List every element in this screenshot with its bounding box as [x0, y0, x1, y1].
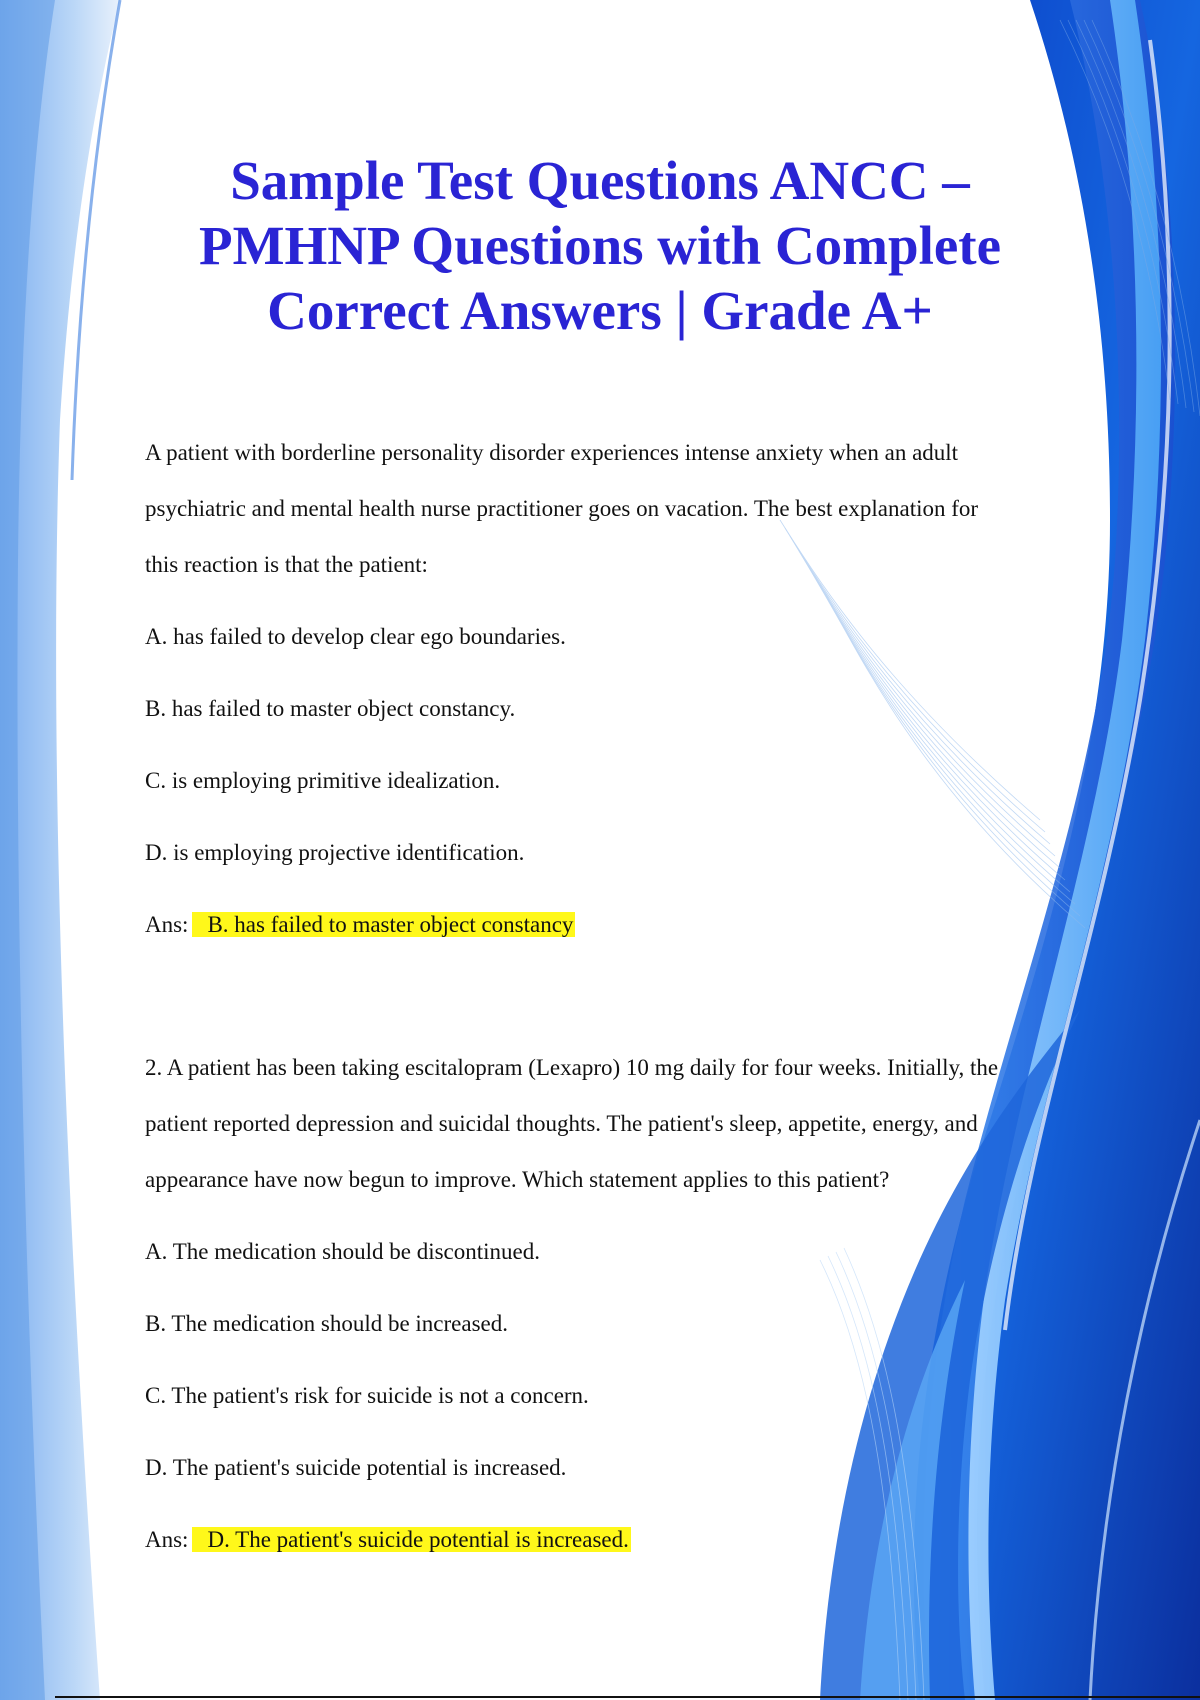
question-1-stem-line-2: psychiatric and mental health nurse practitioner goes on vacation. The best explanation for [145, 496, 979, 521]
question-2-option-d: D. The patient's suicide potential is increased. [145, 1455, 567, 1480]
question-2-stem-line-1: 2. A patient has been taking escitalopram (Lexapro) 10 mg daily for four weeks. Initially, the [145, 1055, 999, 1080]
question-1-answer [145, 912, 575, 938]
question-1-stem-line-1: A patient with borderline personality disorder experiences intense anxiety when an adult [145, 440, 959, 465]
question-1-option-c: C. is employing primitive idealization. [145, 768, 501, 793]
question-1-answer-label: Ans: [145, 912, 189, 937]
question-2-stem-line-3: appearance have now begun to improve. Which statement applies to this patient? [145, 1167, 890, 1192]
question-1-option-d: D. is employing projective identification. [145, 840, 525, 865]
question-2-answer [145, 1527, 631, 1553]
question-2-stem-line-2: patient reported depression and suicidal thoughts. The patient's sleep, appetite, energy, and [145, 1111, 978, 1136]
document-title: Sample Test Questions ANCC – PMHNP Questions with Complete Correct Answers | Grade A+ [198, 150, 1002, 341]
question-1-answer-highlight: B. has failed to master object constancy [192, 912, 575, 937]
page-bottom-rule [55, 1696, 1200, 1698]
question-2-option-a: A. The medication should be discontinued. [145, 1239, 540, 1264]
question-2-option-c: C. The patient's risk for suicide is not a concern. [145, 1383, 589, 1408]
question-1-option-b: B. has failed to master object constancy. [145, 696, 516, 721]
question-1-stem-line-3: this reaction is that the patient: [145, 552, 428, 577]
question-2-option-b: B. The medication should be increased. [145, 1311, 509, 1336]
question-2-answer-label: Ans: [145, 1527, 189, 1552]
question-2-answer-highlight: D. The patient's suicide potential is increased. [192, 1527, 630, 1552]
question-1-option-a: A. has failed to develop clear ego boundaries. [145, 624, 566, 649]
